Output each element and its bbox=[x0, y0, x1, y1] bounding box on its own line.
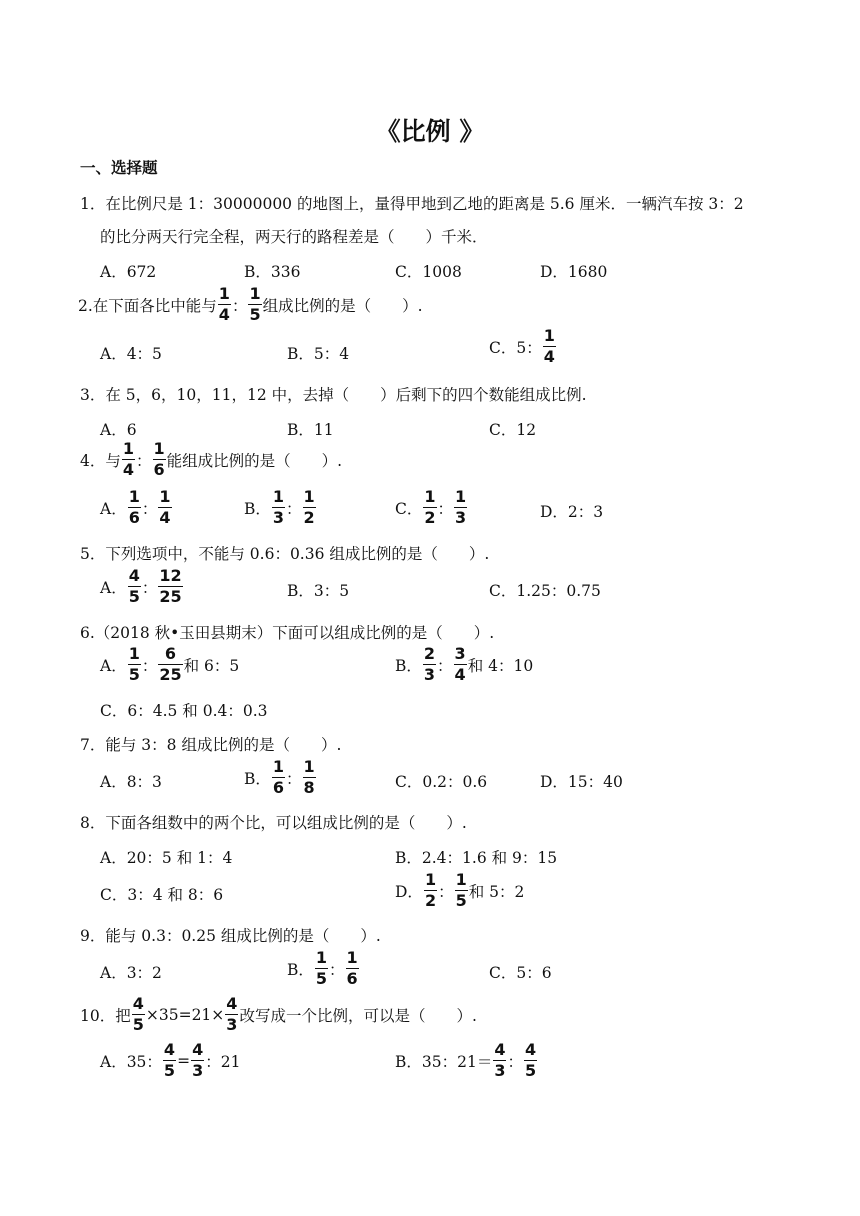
fraction: $\frac{4}{3}$ bbox=[226, 994, 238, 1034]
q2-option-b: B．5：4 bbox=[287, 345, 350, 363]
q5-option-a: A． $\frac{4}{5}$ ： $\frac{12}{25}$ bbox=[100, 566, 182, 606]
question-1-line-2: 的比分两天行完全程，两天行的路程差是（ ）千米． bbox=[100, 228, 488, 246]
q6-option-b: B． $\frac{2}{3}$ ： $\frac{3}{4}$ 和 4：10 bbox=[395, 644, 534, 684]
fraction: $\frac{1}{3}$ bbox=[455, 487, 467, 527]
q10-option-a: A．35： $\frac{4}{5}$ = $\frac{4}{3}$ ：21 bbox=[100, 1040, 241, 1080]
q6-option-c: C．6：4.5 和 0.4：0.3 bbox=[100, 702, 268, 720]
fraction: $\frac{1}{6}$ bbox=[272, 757, 285, 797]
fraction: $\frac{1}{4}$ bbox=[122, 439, 135, 479]
q2-prefix: 2.在下面各比中能与 bbox=[78, 296, 217, 315]
q3-option-b: B．11 bbox=[287, 421, 334, 439]
fraction: $\frac{4}{5}$ bbox=[525, 1040, 537, 1080]
fraction: $\frac{1}{2}$ bbox=[424, 487, 436, 527]
fraction: $\frac{12}{25}$ bbox=[159, 566, 182, 606]
q1-option-c: C．1008 bbox=[395, 263, 462, 281]
question-3: 3．在 5，6，10，11，12 中，去掉（ ）后剩下的四个数能组成比例. bbox=[80, 386, 587, 404]
question-5: 5．下列选项中，不能与 0.6：0.36 组成比例的是（ ）. bbox=[80, 545, 490, 563]
fraction: $\frac{4}{3}$ bbox=[192, 1040, 204, 1080]
fraction: $\frac{1}{6}$ bbox=[153, 439, 165, 479]
q2-option-a: A．4：5 bbox=[100, 345, 162, 363]
question-4: 4．与 $\frac{1}{4}$ ： $\frac{1}{6}$ 能组成比例的是（ ）. bbox=[80, 439, 343, 479]
q1-option-a: A．672 bbox=[100, 263, 157, 281]
fraction: $\frac{1}{4}$ bbox=[159, 487, 171, 527]
fraction: $\frac{3}{4}$ bbox=[454, 644, 466, 684]
q4-option-a: A． $\frac{1}{6}$ ： $\frac{1}{4}$ bbox=[100, 487, 171, 527]
q8-option-c: C．3：4 和 8：6 bbox=[100, 886, 224, 904]
q6-option-a: A． $\frac{1}{5}$ ： $\frac{6}{25}$ 和 6：5 bbox=[100, 644, 240, 684]
q8-option-d: D． $\frac{1}{2}$ ： $\frac{1}{5}$ 和 5：2 bbox=[395, 870, 525, 910]
q5-option-b: B．3：5 bbox=[287, 582, 350, 600]
q4-option-c: C． $\frac{1}{2}$ ： $\frac{1}{3}$ bbox=[395, 487, 467, 527]
q2-option-c: C．5： $\frac{1}{4}$ bbox=[489, 326, 555, 366]
question-7: 7．能与 3：8 组成比例的是（ ）. bbox=[80, 736, 342, 754]
fraction: $\frac{1}{2}$ bbox=[303, 487, 315, 527]
fraction: $\frac{4}{5}$ bbox=[128, 566, 140, 606]
q1-option-b: B．336 bbox=[244, 263, 301, 281]
page-title: 《比例 》 bbox=[375, 117, 485, 146]
q8-option-b: B．2.4：1.6 和 9：15 bbox=[395, 849, 558, 867]
q7-option-c: C．0.2：0.6 bbox=[395, 773, 488, 791]
q9-option-c: C．5：6 bbox=[489, 964, 552, 982]
fraction: $\frac{4}{5}$ bbox=[163, 1040, 176, 1080]
q2-suffix: 组成比例的是（ ）. bbox=[262, 296, 423, 315]
fraction: $\frac{1}{6}$ bbox=[128, 487, 140, 527]
q7-option-b: B． $\frac{1}{6}$ ： $\frac{1}{8}$ bbox=[244, 757, 315, 797]
q7-option-d: D．15：40 bbox=[540, 773, 623, 791]
fraction: $\frac{1}{3}$ bbox=[272, 487, 285, 527]
q3-option-a: A．6 bbox=[100, 421, 137, 439]
fraction: $\frac{1}{5}$ bbox=[128, 644, 140, 684]
fraction: $\frac{1}{2}$ bbox=[424, 870, 437, 910]
section-heading: 一、选择题 bbox=[80, 159, 158, 177]
colon: ： bbox=[231, 296, 248, 315]
question-9: 9．能与 0.3：0.25 组成比例的是（ ）. bbox=[80, 927, 381, 945]
q5-option-c: C．1.25：0.75 bbox=[489, 582, 601, 600]
q8-option-a: A．20：5 和 1：4 bbox=[100, 849, 233, 867]
fraction: $\frac{1}{4}$ bbox=[543, 326, 555, 366]
q3-option-c: C．12 bbox=[489, 421, 537, 439]
q9-option-b: B． $\frac{1}{5}$ ： $\frac{1}{6}$ bbox=[287, 948, 358, 988]
question-8: 8．下面各组数中的两个比，可以组成比例的是（ ）. bbox=[80, 814, 467, 832]
fraction: $\frac{6}{25}$ bbox=[159, 644, 182, 684]
fraction: $\frac{4}{5}$ bbox=[132, 994, 144, 1034]
q1-option-d: D．1680 bbox=[540, 263, 608, 281]
q4-option-b: B． $\frac{1}{3}$ ： $\frac{1}{2}$ bbox=[244, 487, 315, 527]
fraction: $\frac{1}{5}$ bbox=[315, 948, 328, 988]
fraction: $\frac{2}{3}$ bbox=[423, 644, 436, 684]
fraction: $\frac{1}{8}$ bbox=[303, 757, 315, 797]
question-1-line-1: 1．在比例尺是 1：30000000 的地图上，量得甲地到乙地的距离是 5.6 厘米．一辆汽车按 3：2 bbox=[80, 195, 744, 213]
fraction: $\frac{4}{3}$ bbox=[494, 1040, 506, 1080]
fraction: $\frac{1}{4}$ bbox=[218, 284, 230, 324]
q9-option-a: A．3：2 bbox=[100, 964, 162, 982]
question-10: 10．把 $\frac{4}{5}$ ×35=21× $\frac{4}{3}$ 改写成一个比例，可以是（ ）. bbox=[80, 994, 477, 1034]
q4-option-d: D．2：3 bbox=[540, 503, 604, 521]
fraction: $\frac{1}{5}$ bbox=[455, 870, 467, 910]
question-2 bbox=[78, 286, 423, 323]
fraction: $\frac{1}{6}$ bbox=[346, 948, 358, 988]
question-6: 6.（2018 秋•玉田县期末）下面可以组成比例的是（ ）. bbox=[80, 624, 495, 642]
q10-option-b: B．35：21＝ $\frac{4}{3}$ ： $\frac{4}{5}$ bbox=[395, 1040, 537, 1080]
fraction: $\frac{1}{5}$ bbox=[249, 284, 261, 324]
q7-option-a: A．8：3 bbox=[100, 773, 162, 791]
